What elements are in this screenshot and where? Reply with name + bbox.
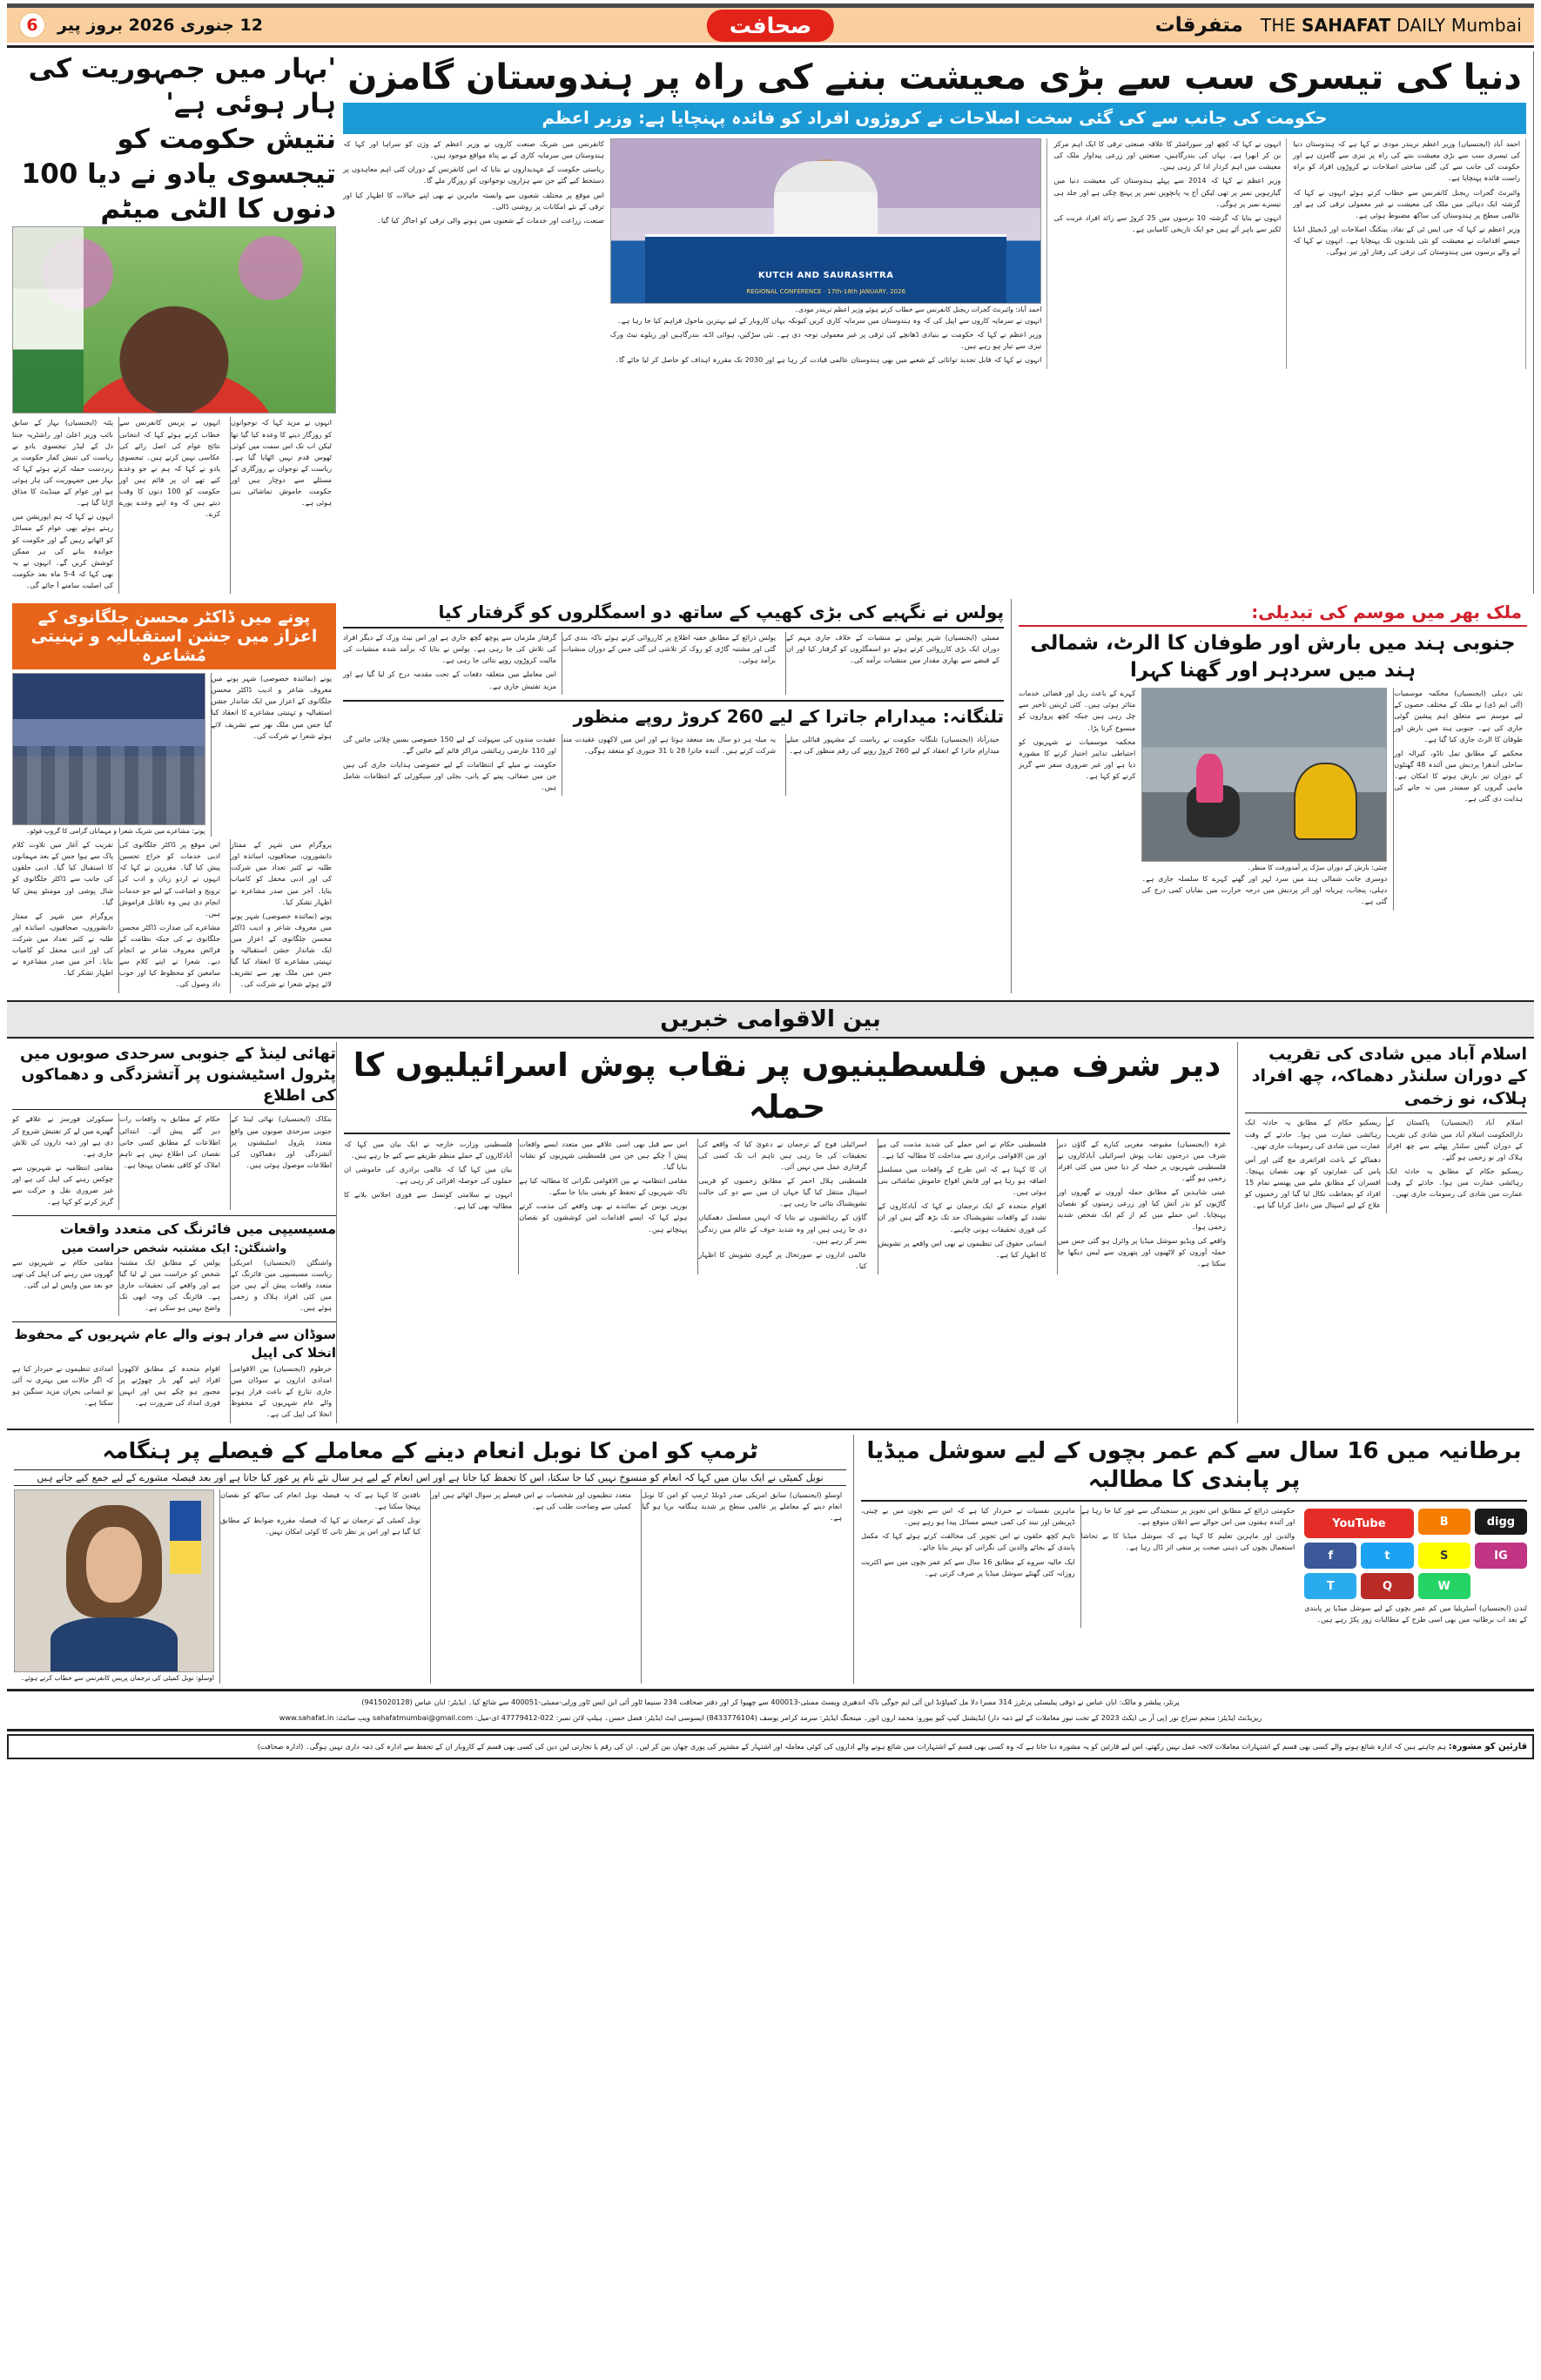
police-col-1 bbox=[343, 632, 556, 695]
paragraph: پولس ذرائع کے مطابق خفیہ اطلاع پر کارروائی کرتے ہوئے ناکہ بندی کی گئی اور مشتبہ گاڑی کو روک کر تلاشی لی گئی جس کے دوران منشیات برآمد ہوئی۔ bbox=[562, 633, 776, 665]
poona-group-photo bbox=[12, 673, 205, 825]
islamabad-col-1 bbox=[1245, 1117, 1381, 1214]
main-col-left bbox=[1293, 138, 1526, 368]
title-the: THE bbox=[1260, 15, 1296, 36]
paragraph: اوسلو (ایجنسیاں) سابق امریکی صدر ڈونلڈ ٹرمپ کو امن کا نوبل انعام دینے کے معاملے پر عالمی سطح پر شدید ہنگامہ برپا ہو گیا ہے۔ bbox=[642, 1490, 843, 1523]
thailand-col-1 bbox=[12, 1113, 113, 1210]
sahafat-logo: صحافت bbox=[707, 10, 834, 42]
paragraph: پونے (نمائندہ خصوصی) شہر پونے میں معروف شاعر و ادیب ڈاکٹر محسن جلگانوی کے اعزاز میں ایک شاندار جشن استقبالیہ و تہنیتی مشاعرے کا انعقاد کیا گیا جس میں ملک بھر سے تشریف لائے ہوئے شعرا نے شرکت کی۔ bbox=[231, 911, 332, 989]
telangana-col-1 bbox=[343, 734, 556, 797]
paragraph: کانفرنس میں شریک صنعت کاروں نے وزیر اعظم کے وژن کو سراہا اور کہا کہ ہندوستان میں سرمایہ کاری کے بے پناہ مواقع موجود ہیں۔ bbox=[343, 139, 604, 160]
paragraph: نوبل کمیٹی کے ترجمان نے کہا کہ فیصلہ مقررہ ضوابط کے مطابق کیا گیا ہے اور اس پر نظر ثانی کا کوئی امکان نہیں۔ bbox=[220, 1516, 421, 1536]
footer-top-rule bbox=[7, 1689, 1534, 1691]
poona-story bbox=[7, 599, 336, 992]
trump-col-3 bbox=[430, 1489, 636, 1684]
main-col-far-right-text bbox=[343, 138, 604, 226]
logo-wrapper bbox=[707, 10, 834, 42]
digg-icon[interactable]: digg bbox=[1475, 1509, 1527, 1535]
paragraph: کہرے کے باعث ریل اور فضائی خدمات متاثر ہوئی ہیں۔ کئی ٹرینیں تاخیر سے چل رہی ہیں جبکہ کچھ پروازوں کو منسوخ کرنا پڑا۔ bbox=[1019, 689, 1136, 732]
weather-story bbox=[1012, 599, 1534, 992]
international-section-band: بین الاقوامی خبریں bbox=[7, 1000, 1534, 1039]
paragraph: لندن (ایجنسیاں) آسٹریلیا میں کم عمر بچوں کے لیے سوشل میڈیا پر پابندی کے بعد اب برطانیہ میں بھی اسی طرح کے مطالبات زور پکڑ رہے ہیں۔ bbox=[1304, 1603, 1527, 1624]
masthead-right bbox=[1155, 14, 1522, 37]
main-lead-story bbox=[336, 51, 1534, 594]
masthead-english-title bbox=[1261, 15, 1522, 36]
paragraph: پروگرام میں شہر کے ممتاز دانشوروں، صحافیوں، اساتذہ اور طلبہ نے کثیر تعداد میں شرکت کی اور ادبی محفل کو کامیاب بنایا۔ آخر میں صدر مشاعرہ نے اظہار تشکر کیا۔ bbox=[12, 911, 113, 978]
paragraph: امدادی تنظیموں نے خبردار کیا ہے کہ اگر حالات میں بہتری نہ آئی تو انسانی بحران مزید سنگین ہو سکتا ہے۔ bbox=[12, 1363, 113, 1408]
paragraph: عالمی اداروں نے صورتحال پر گہری تشویش کا اظہار کیا۔ bbox=[698, 1249, 867, 1270]
paragraph: واقعے کی ویڈیو سوشل میڈیا پر وائرل ہو گئی جس میں حملہ آوروں کو لاٹھیوں اور پتھروں سے لیس دیکھا جا سکتا ہے۔ bbox=[1057, 1235, 1227, 1267]
paragraph: مشاعرے کی صدارت ڈاکٹر محسن جلگانوی نے کی جبکہ نظامت کے فرائض معروف شاعر نے انجام دیے۔ شعرا نے اپنے کلام سے سامعین کو محظوظ کیا اور خوب داد وصول کی۔ bbox=[119, 922, 220, 989]
washington-col-2 bbox=[118, 1257, 225, 1317]
photo-flag-shape bbox=[170, 1501, 201, 1573]
islamabad-col-2 bbox=[1386, 1117, 1527, 1214]
washington-subhead: واشنگٹن: ایک مشتبہ شخص حراست میں bbox=[61, 1241, 287, 1255]
masthead bbox=[7, 8, 1534, 43]
nobel-spokesperson-photo bbox=[14, 1489, 214, 1672]
main-col-mid-text bbox=[1053, 138, 1281, 235]
sudan-col-2 bbox=[118, 1363, 225, 1423]
photo-face-shape bbox=[86, 1527, 142, 1603]
paragraph: انہوں نے مزید کہا کہ نوجوانوں کو روزگار دینے کا وعدہ کیا گیا تھا لیکن اب تک اس سمت میں کوئی ٹھوس قدم نہیں اٹھایا گیا ہے۔ ریاست کے نوجوان بے روزگاری کے مسئلے سے دوچار ہیں اور حکومت خاموش تماشائی بنی ہوئی ہے۔ bbox=[231, 418, 332, 508]
paragraph: وزیر اعظم نے کہا کہ 2014 سے پہلے ہندوستان کی معیشت دنیا میں گیارہویں نمبر پر تھی لیکن آج یہ پانچویں نمبر پر پہنچ چکی ہے اور جلد ہی تیسرے نمبر پر ہوگی۔ bbox=[1053, 176, 1282, 208]
rule bbox=[861, 1500, 1527, 1502]
paragraph: حکام کے مطابق یہ واقعات رات دیر گئے پیش آئے۔ ابتدائی اطلاعات کے مطابق کسی جانی نقصان کی اطلاع نہیں ہے تاہم املاک کو کافی نقصان پہنچا ہے۔ bbox=[119, 1114, 220, 1169]
paragraph: احمد آباد (ایجنسیاں) وزیر اعظم نریندر مودی نے کہا ہے کہ ہندوستان دنیا کی تیسری سب سے بڑی معیشت بننے کی راہ پر تیزی سے گامزن ہے اور حکومت کی جانب سے کی گئی ساختی اصلاحات نے کروڑوں افراد کو براہ راست فائدہ پہنچایا ہے۔ bbox=[1293, 139, 1520, 183]
youtube-icon[interactable]: YouTube bbox=[1304, 1509, 1413, 1538]
quora-icon[interactable]: Q bbox=[1361, 1573, 1413, 1599]
telangana-col-2 bbox=[562, 734, 780, 797]
paragraph: مقامی انتظامیہ نے شہریوں سے چوکس رہنے کی اپیل کی ہے اور غیر ضروری نقل و حرکت سے گریز کرنے کو کہا ہے۔ bbox=[12, 1162, 113, 1207]
paragraph: فلسطینی حکام نے اس حملے کی شدید مذمت کی ہے اور بین الاقوامی برادری سے مداخلت کا مطالبہ کیا ہے۔ bbox=[878, 1139, 1046, 1160]
paragraph: نئی دہلی (ایجنسیاں) محکمہ موسمیات (آئی ایم ڈی) نے ملک کے مختلف حصوں کے لیے موسم سے متعلق اہم پیشین گوئی جاری کی ہے۔ جنوبی ہند میں بارش اور طوفان کا الرٹ جاری کیا گیا ہے۔ bbox=[1394, 689, 1523, 743]
paragraph: والدین اور ماہرین تعلیم کا کہنا ہے کہ سوشل میڈیا کا بے تحاشا استعمال بچوں کی ذہنی صحت پر منفی اثر ڈال رہا ہے۔ bbox=[1080, 1531, 1295, 1552]
paragraph: ممبئی (ایجنسیاں) شہر پولس نے منشیات کے خلاف جاری مہم کے دوران ایک بڑی کارروائی کرتے ہوئے دو اسمگلروں کو گرفتار کیا اور ان کے قبضے سے بھاری مقدار میں منشیات برآمد کی۔ bbox=[786, 633, 999, 665]
main-body-grid bbox=[343, 138, 1526, 368]
paragraph: اس معاملے میں متعلقہ دفعات کے تحت مقدمہ درج کر لیا گیا ہے اور مزید تفتیش جاری ہے۔ bbox=[343, 669, 556, 690]
paragraph: دوسری جانب شمالی ہند میں سرد لہر اور گھنے کہرے کا سلسلہ جاری ہے۔ دہلی، پنجاب، ہریانہ اور اتر پردیش میں درجہ حرارت میں نمایاں کمی درج کی گئی ہے۔ bbox=[1141, 874, 1388, 906]
paragraph: پٹنہ (ایجنسیاں) بہار کے سابق نائب وزیر اعلیٰ اور راشٹریہ جنتا دل کے لیڈر تیجسوی یادو نے ریاست کی نتیش کمار حکومت پر زبردست حملہ کرتے ہوئے کہا کہ بہار میں جمہوریت کی ہار ہوئی ہے اور عوام کے مینڈیٹ کا مذاق اڑایا گیا ہے۔ bbox=[12, 418, 113, 508]
police-cols bbox=[343, 632, 1004, 695]
trump-photo-wrap bbox=[14, 1489, 214, 1684]
trump-subhead: نوبل کمیٹی نے ایک بیان میں کہا کہ انعام کو منسوخ نہیں کیا جا سکتا، اس کا تحفظ کیا جاتا ہے اور اس انعام کے لیے ہر سال نئے نام پر غور کیا جاتا ہے اور بعد فیصلہ مشورے کے لیے جمع کیے جاتے ہیں bbox=[14, 1469, 846, 1486]
whatsapp-icon[interactable]: W bbox=[1418, 1573, 1470, 1599]
twitter-icon[interactable]: t bbox=[1361, 1543, 1413, 1569]
left-headline-line2: نتیش حکومت کو تیجسوی یادو نے دیا 100 دنوں کا الٹی میٹم bbox=[21, 123, 336, 225]
poona-col-a bbox=[211, 673, 336, 837]
poona-banner: پونے میں ڈاکٹر محسن جلگانوی کے اعزاز میں جشن استقبالیہ و تہنیتی مُشاعرہ bbox=[12, 603, 336, 669]
paragraph: گرفتار ملزمان سے پوچھ گچھ جاری ہے اور اس نیٹ ورک کے دیگر افراد کی تلاش کی جا رہی ہے۔ پولس نے بتایا کہ برآمد شدہ منشیات کی مالیت کروڑوں روپے بتائی جا رہی ہے۔ bbox=[343, 633, 556, 665]
main-headline: دنیا کی تیسری سب سے بڑی معیشت بننے کی راہ پر ہندوستان گامزن bbox=[347, 57, 1522, 97]
intl-col-3 bbox=[697, 1139, 871, 1274]
paragraph: محکمے کے مطابق تمل ناڈو، کیرالہ اور ساحلی آندھرا پردیش میں آئندہ 48 گھنٹوں کے دوران تیز بارش ہونے کا امکان ہے۔ ماہی گیروں کو سمندر میں نہ جانے کی ہدایت دی گئی ہے۔ bbox=[1394, 748, 1523, 803]
trump-headline: ٹرمپ کو امن کا نوبل انعام دینے کے معاملے کے فیصلے پر ہنگامہ bbox=[102, 1437, 758, 1463]
left-headline-line1: 'بہار میں جمہوریت کی ہار ہوئی ہے' bbox=[28, 53, 336, 120]
thailand-col-3 bbox=[230, 1113, 336, 1210]
paragraph: انہوں نے کہا کہ ہم اپوزیشن میں رہتے ہوئے بھی عوام کے مسائل کو اٹھاتے رہیں گے اور حکومت کو جوابدہ بنانے کی ہر ممکن کوشش کریں گے۔ انہوں نے یہ بھی کہا کہ 4-5 ماہ بعد حکومت کی اصلیت سامنے آ جائے گی۔ bbox=[12, 512, 114, 590]
police-telangana-block bbox=[336, 599, 1012, 992]
police-col-3 bbox=[785, 632, 1004, 695]
title-brand: SAHAFAT bbox=[1301, 15, 1391, 36]
paragraph: انہوں نے سلامتی کونسل سے فوری اجلاس بلانے کا مطالبہ بھی کیا ہے۔ bbox=[344, 1190, 513, 1211]
telangana-cols bbox=[343, 734, 1004, 797]
paragraph: بنکاک (ایجنسیاں) تھائی لینڈ کے جنوبی سرحدی صوبوں میں واقع متعدد پٹرول اسٹیشنوں پر آتشزدگی اور دھماکوں کی اطلاعات موصول ہوئی ہیں۔ bbox=[231, 1114, 332, 1169]
main-col-mid bbox=[1053, 138, 1287, 368]
paragraph: یہ میلہ ہر دو سال بعد منعقد ہوتا ہے اور اس میں لاکھوں عقیدت مند شرکت کرتے ہیں۔ آئندہ جاترا 28 تا 31 جنوری کو منعقد ہوگی۔ bbox=[562, 734, 776, 755]
paragraph: خرطوم (ایجنسیاں) بین الاقوامی امدادی اداروں نے سوڈان میں جاری تنازع کے باعث فرار ہونے والے عام شہریوں کے محفوظ انخلا کی اپیل کی ہے۔ bbox=[231, 1363, 332, 1419]
tejashwi-photo bbox=[12, 226, 336, 413]
paragraph: بیان میں کہا گیا کہ عالمی برادری کی خاموشی ان حملوں کی حوصلہ افزائی کر رہی ہے۔ bbox=[344, 1164, 513, 1186]
paragraph: حکومت نے میلے کے انتظامات کے لیے خصوصی ہدایات جاری کی ہیں جن میں صفائی، پینے کے پانی، بجلی اور سیکورٹی کے انتظامات شامل ہیں۔ bbox=[343, 759, 556, 792]
left-col-3 bbox=[230, 417, 336, 594]
paragraph: فلسطینی وزارت خارجہ نے ایک بیان میں کہا کہ آبادکاروں کے حملے منظم طریقے سے کیے جا رہے ہیں۔ bbox=[344, 1139, 513, 1160]
paragraph: انہوں نے کہا کہ کچھ اور سوراشٹر کا علاقہ صنعتی ترقی کا ایک اہم مرکز بن کر ابھرا ہے۔ یہاں کی بندرگاہیں، صنعتیں اور زرعی پیداوار ملک کی معیشت میں اہم کردار ادا کر رہی ہیں۔ bbox=[1053, 139, 1282, 171]
paragraph: واشنگٹن (ایجنسیاں) امریکی ریاست مسیسیپی میں فائرنگ کے متعدد واقعات پیش آئے ہیں جن میں کئی افراد ہلاک و زخمی ہوئے ہیں۔ bbox=[231, 1257, 332, 1313]
paragraph: غزہ (ایجنسیاں) مقبوضہ مغربی کنارے کے گاؤں دیر شرف میں درجنوں نقاب پوش اسرائیلی آبادکاروں نے فلسطینی شہریوں پر حملہ کر دیا جس میں کئی افراد زخمی ہو گئے۔ bbox=[1057, 1139, 1227, 1183]
modi-photo-caption: احمد آباد: وائبرنٹ گجرات ریجنل کانفرنس سے خطاب کرتے ہوئے وزیر اعظم نریندر مودی۔ bbox=[794, 306, 1042, 314]
footer-mid-rule bbox=[7, 1729, 1534, 1731]
paragraph: متعدد تنظیموں اور شخصیات نے اس فیصلے پر سوال اٹھائے ہیں اور کمیٹی سے وضاحت طلب کی ہے۔ bbox=[431, 1490, 632, 1511]
paragraph: تقریب کے آغاز میں تلاوت کلام پاک سے ہوا جس کے بعد مہمانوں کا استقبال کیا گیا۔ ادبی حلقوں کی جانب سے ڈاکٹر جلگانوی کو شال پوشی اور مومنٹو پیش کیا گیا۔ bbox=[12, 840, 113, 906]
international-zone bbox=[7, 1042, 1534, 1423]
modi-photo bbox=[610, 138, 1042, 304]
left-body-columns bbox=[12, 417, 336, 594]
photo-rider-shape bbox=[1196, 754, 1223, 802]
paragraph: اس سے قبل بھی اسی علاقے میں متعدد ایسے واقعات پیش آ چکے ہیں جن میں فلسطینی شہریوں کو نشانہ بنایا گیا۔ bbox=[519, 1139, 688, 1171]
paragraph: اقوام متحدہ کے مطابق لاکھوں افراد اپنے گھر بار چھوڑنے پر مجبور ہو چکے ہیں اور انہیں فوری امداد کی ضرورت ہے۔ bbox=[119, 1363, 220, 1408]
britain-col-2 bbox=[1080, 1505, 1300, 1628]
main-col-left-text bbox=[1293, 138, 1520, 258]
britain-headline: برطانیہ میں 16 سال سے کم عمر بچوں کے لیے سوشل میڈیا پر پابندی کا مطالبہ bbox=[866, 1437, 1522, 1494]
paragraph: ریسکیو حکام کے مطابق یہ حادثہ ایک رہائشی عمارت میں ہوا۔ حادثے کے وقت عمارت میں شادی کی رسومات جاری تھیں۔ bbox=[1245, 1118, 1381, 1150]
paragraph: سیکورٹی فورسز نے علاقے کو گھیرے میں لے کر تفتیش شروع کر دی ہے اور ذمہ داروں کی تلاش جاری ہے۔ bbox=[12, 1114, 113, 1158]
weather-caption: چنئی: بارش کے دوران سڑک پر آمدورفت کا منظر۔ bbox=[1247, 864, 1388, 872]
trump-caption: اوسلو: نوبل کمیٹی کی ترجمان پریس کانفرنس سے خطاب کرتے ہوئے۔ bbox=[20, 1674, 215, 1682]
paragraph: انہوں نے کہا کہ قابل تجدید توانائی کے شعبے میں بھی ہندوستان عالمی قیادت کر رہا ہے اور 2030 تک مقررہ اہداف کو حاصل کر لیا جائے گا۔ bbox=[615, 355, 1042, 365]
instagram-icon[interactable]: IG bbox=[1475, 1543, 1527, 1569]
paragraph: پونے (نمائندہ خصوصی) شہر پونے میں معروف شاعر و ادیب ڈاکٹر محسن جلگانوی کے اعزاز میں ایک شاندار جشن استقبالیہ و تہنیتی مشاعرے کا انعقاد کیا گیا جس میں ملک بھر سے تشریف لائے ہوئے شعرا نے شرکت کی۔ bbox=[211, 674, 332, 740]
telegram-icon[interactable]: T bbox=[1304, 1573, 1356, 1599]
bottom-zone bbox=[7, 1429, 1534, 1684]
footer-imprint-line1: پرنٹر، پبلشر و مالک: ابان عباس نے ذوقی پبلیسٹی پرنٹرز 314 ممبرا دلا مل کمپاؤنڈ این آئی ایم جوگی ناکہ اندھیری ویسٹ ممبئی-400013 سے چھپوا کر اور دفتر صحافت 234 سنیما ٹاور آئی این ایس ٹاور ورلی-ممبئی-400051 سے شائع کیا۔ ایڈیٹر: ابان عباس (9415020128) bbox=[361, 1698, 1180, 1706]
paragraph: ان کا کہنا ہے کہ اس طرح کے واقعات میں مسلسل اضافہ ہو رہا ہے اور قابض افواج خاموش تماشائی بنی ہوئی ہیں۔ bbox=[878, 1164, 1046, 1197]
paragraph: ماہرین نفسیات نے خبردار کیا ہے کہ اس سے بچوں میں بے چینی، ڈپریشن اور نیند کی کمی جیسے مسائل پیدا ہو رہے ہیں۔ bbox=[861, 1506, 1075, 1527]
paragraph: یورپی یونین کے نمائندے نے بھی واقعے کی مذمت کرتے ہوئے کہا کہ ایسے اقدامات امن کوششوں کو نقصان پہنچاتے ہیں۔ bbox=[519, 1201, 688, 1234]
title-daily: DAILY Mumbai bbox=[1396, 15, 1522, 36]
islamabad-cols bbox=[1245, 1117, 1527, 1214]
mid-zone bbox=[7, 599, 1534, 992]
paragraph: انہوں نے سرمایہ کاروں سے اپیل کی کہ وہ ہندوستان میں سرمایہ کاری کریں کیونکہ یہاں کاروبار کے لیے بہترین ماحول فراہم کیا جا رہا ہے۔ bbox=[617, 316, 1042, 326]
weather-col-1 bbox=[1019, 688, 1135, 910]
reader-advice-text bbox=[14, 1739, 1527, 1754]
paragraph: اس موقع پر ڈاکٹر جلگانوی کی ادبی خدمات کو خراج تحسین پیش کیا گیا۔ مقررین نے کہا کہ انہوں نے اردو زبان و ادب کی ترویج و اشاعت کے لیے جو خدمات انجام دی ہیں وہ ناقابل فراموش ہیں۔ bbox=[119, 840, 220, 918]
paragraph: محکمہ موسمیات نے شہریوں کو احتیاطی تدابیر اختیار کرنے کا مشورہ دیا ہے اور غیر ضروری سفر سے گریز کرنے کو کہا ہے۔ bbox=[1019, 736, 1136, 780]
paragraph: وزیر اعظم نے کہا کہ حکومت نے بنیادی ڈھانچے کی ترقی پر غیر معمولی توجہ دی ہے۔ نئی سڑکیں، ہوائی اڈے، بندرگاہیں اور ریلوے نیٹ ورک تیزی سے تیار ہو رہے ہیں۔ bbox=[609, 330, 1042, 351]
paragraph: پولس کے مطابق ایک مشتبہ شخص کو حراست میں لے لیا گیا ہے اور واقعے کی تحقیقات جاری ہے۔ فائرنگ کی وجہ ابھی تک واضح نہیں ہو سکی ہے۔ bbox=[119, 1257, 220, 1313]
paragraph: وائبرنٹ گجرات ریجنل کانفرنس سے خطاب کرتے ہوئے انہوں نے کہا کہ گزشتہ ایک دہائی میں ملک کی معیشت نے غیر معمولی ترقی کی ہے اور عالمی سطح پر ہندوستان کی ساکھ مضبوط ہوئی ہے۔ bbox=[1293, 187, 1520, 219]
sudan-cols bbox=[12, 1363, 336, 1423]
washington-col-1 bbox=[12, 1257, 113, 1317]
britain-story bbox=[854, 1435, 1534, 1684]
deir-sharaf-cols bbox=[344, 1139, 1230, 1274]
masthead-bottom-rule bbox=[7, 45, 1534, 48]
poona-col-c bbox=[118, 839, 225, 992]
paragraph: اسلام آباد (ایجنسیاں) پاکستان کے دارالحکومت اسلام آباد میں شادی کی تقریب کے دوران گیس سلنڈر پھٹنے سے چھ افراد ہلاک اور نو زخمی ہو گئے۔ bbox=[1387, 1118, 1523, 1161]
main-photo-col-text bbox=[610, 315, 1042, 366]
poona-col-d bbox=[230, 839, 336, 992]
thailand-cols bbox=[12, 1113, 336, 1210]
paragraph: اسرائیلی فوج کے ترجمان نے دعویٰ کیا کہ واقعے کی تحقیقات کی جا رہی ہیں تاہم اب تک کسی کی گرفتاری عمل میں نہیں آئی۔ bbox=[698, 1139, 867, 1171]
islamabad-story bbox=[1238, 1042, 1534, 1423]
reader-advice-title: قارئین کو مشورہ: bbox=[1448, 1741, 1527, 1751]
poona-bottom bbox=[12, 839, 336, 992]
paragraph: عینی شاہدین کے مطابق حملہ آوروں نے گھروں اور گاڑیوں کو نذر آتش کیا اور زرعی زمینوں کو نقصان پہنچایا۔ اس حملے میں کم از کم ایک شخص شدید زخمی ہوا۔ bbox=[1057, 1187, 1227, 1231]
paragraph: دھماکے کے باعث افراتفری مچ گئی اور آس پاس کی عمارتوں کو بھی نقصان پہنچا۔ افسران کے مطابق ملبے میں پھنسے تمام 15 افراد کو بحفاظت نکال لیا گیا اور زخمیوں کو علاج کے لیے اسپتال میں داخل کرایا گیا ہے۔ bbox=[1245, 1154, 1381, 1210]
telangana-headline: تلنگانہ: میدارام جاترا کے لیے 260 کروڑ روپے منظور bbox=[343, 700, 1004, 730]
trump-story bbox=[7, 1435, 854, 1684]
britain-col-1 bbox=[861, 1505, 1075, 1628]
thailand-headline: تھائی لینڈ کے جنوبی سرحدی صوبوں میں پٹرول اسٹیشنوں پر آتشزدگی و دھماکوں کی اطلاع bbox=[12, 1042, 336, 1111]
paragraph: ناقدین کا کہنا ہے کہ یہ فیصلہ نوبل انعام کی ساکھ کو نقصان پہنچا سکتا ہے۔ bbox=[220, 1490, 421, 1511]
paragraph: مقامی حکام نے شہریوں سے گھروں میں رہنے کی اپیل کی تھی جو بعد میں واپس لے لی گئی۔ bbox=[12, 1257, 113, 1290]
poona-photo-wrap bbox=[12, 673, 205, 837]
newspaper-page bbox=[0, 3, 1541, 2380]
footer-imprint-line2: ریزیڈنٹ ایڈیٹر: منجم سراج نور (پی آر بی ایکٹ 2023 کے تحت نیوز معاملات کے لیے ذمہ دار) ایڈیشنل کیپ کیو بیورو: محمد ارون انور۔ مینجنگ ایڈیٹر: سرمد کرامر یوسف (8433776104) ایسوسی ایٹ ایڈیٹر: فضل حسن۔ ہیلپ لائن نمبر: 022-47779412 ای-میل: sahafatmumbai@gmail.com ویب سائٹ: www.sahafat.in bbox=[279, 1713, 1262, 1723]
weather-banner: ملک بھر میں موسم کی تبدیلی: bbox=[1019, 599, 1527, 627]
paragraph: انہوں نے پریس کانفرنس سے خطاب کرتے ہوئے کہا کہ انتخابی نتائج عوام کی اصل رائے کی عکاسی نہیں کرتے ہیں۔ تیجسوی یادو نے کہا کہ ہم نے جو وعدے کیے تھے ان پر قائم ہیں اور حکومت کو 100 دنوں کا وقت دیتے ہیں کہ وہ اپنے وعدے پورے کرے۔ bbox=[119, 418, 220, 519]
masthead-left bbox=[19, 12, 263, 38]
police-headline: پولس نے نگہبے کی بڑی کھیپ کے ساتھ دو اسمگلروں کو گرفتار کیا bbox=[343, 599, 1004, 629]
top-zone bbox=[7, 51, 1534, 594]
social-media-icons bbox=[1304, 1505, 1527, 1603]
sudan-col-1 bbox=[12, 1363, 113, 1423]
paragraph: وزیر اعظم نے کہا کہ جی ایس ٹی کے نفاذ، بینکنگ اصلاحات اور ڈیجیٹل انڈیا جیسے اقدامات نے معیشت کو نئی بلندیوں تک پہنچایا ہے۔ انہوں نے کہا کہ آنے والے برسوں میں ہندوستان کی ترقی کی رفتار اور تیز ہوگی۔ bbox=[1293, 224, 1520, 257]
paragraph: اس موقع پر مختلف شعبوں سے وابستہ ماہرین نے بھی اپنے خیالات کا اظہار کیا اور ترقی کے نئے امکانات پر روشنی ڈالی۔ bbox=[343, 190, 604, 211]
paragraph: حکومتی ذرائع کے مطابق اس تجویز پر سنجیدگی سے غور کیا جا رہا ہے اور آئندہ ہفتوں میں اس حوالے سے اعلان متوقع ہے۔ bbox=[1080, 1506, 1295, 1527]
trump-cols bbox=[14, 1489, 846, 1684]
paragraph: پروگرام میں شہر کے ممتاز دانشوروں، صحافیوں، اساتذہ اور طلبہ نے کثیر تعداد میں شرکت کی اور ادبی محفل کو کامیاب بنایا۔ آخر میں صدر مشاعرہ نے اظہار تشکر کیا۔ bbox=[231, 840, 332, 906]
sudan-col-3 bbox=[230, 1363, 336, 1423]
poona-top bbox=[12, 673, 336, 837]
paragraph: صنعت، زراعت اور خدمات کے شعبوں میں ہونے والی ترقی کو اجاگر کیا گیا۔ bbox=[377, 215, 604, 225]
section-name-urdu: متفرقات bbox=[1154, 14, 1243, 37]
blogger-icon[interactable]: B bbox=[1418, 1509, 1470, 1535]
weather-cols bbox=[1019, 688, 1527, 910]
snapchat-icon[interactable]: S bbox=[1418, 1543, 1470, 1569]
left-col-1 bbox=[12, 417, 113, 594]
poona-col-b bbox=[12, 839, 113, 992]
washington-headline: مسیسیپی میں فائرنگ کی متعدد واقعات bbox=[12, 1215, 336, 1240]
main-col-far-right bbox=[343, 138, 604, 368]
paragraph: گاؤں کے رہائشیوں نے بتایا کہ انہیں مسلسل دھمکیاں دی جا رہی ہیں اور وہ شدید خوف کے عالم میں زندگی بسر کر رہے ہیں۔ bbox=[698, 1213, 867, 1245]
left-intl-block bbox=[7, 1042, 336, 1423]
paragraph: ریسکیو حکام کے مطابق یہ حادثہ ایک رہائشی عمارت میں ہوا۔ حادثے کے وقت عمارت میں شادی کی رسومات جاری تھیں۔ bbox=[1387, 1166, 1523, 1199]
left-lead-story bbox=[7, 51, 336, 594]
paragraph: مقامی انتظامیہ نے بین الاقوامی نگرانی کا مطالبہ کیا ہے تاکہ شہریوں کے تحفظ کو یقینی بنایا جا سکے۔ bbox=[519, 1176, 688, 1197]
paragraph: فلسطینی ہلال احمر کے مطابق زخمیوں کو قریبی اسپتال منتقل کیا گیا جہاں ان میں سے دو کی حالت تشویشناک بتائی جا رہی ہے۔ bbox=[698, 1176, 867, 1208]
deir-sharaf-story bbox=[336, 1042, 1238, 1423]
main-subheadline-bar: حکومت کی جانب سے کی گئی سخت اصلاحات نے کروڑوں افراد کو فائدہ پہنچایا ہے: وزیر اعظم bbox=[343, 103, 1526, 134]
facebook-icon[interactable]: f bbox=[1304, 1543, 1356, 1569]
weather-col-under-photo bbox=[1141, 873, 1387, 907]
publication-date: 12 جنوری 2026 بروز پیر bbox=[57, 16, 263, 35]
intl-col-2 bbox=[878, 1139, 1051, 1274]
page-number-badge: 6 bbox=[19, 12, 45, 38]
paragraph: اقوام متحدہ کے ایک ترجمان نے کہا کہ آبادکاروں کے تشدد کے واقعات تشویشناک حد تک بڑھ گئے ہیں اور ان کی فوری تحقیقات ہونی چاہیے۔ bbox=[878, 1201, 1046, 1234]
intl-col-5 bbox=[344, 1139, 512, 1274]
police-col-2 bbox=[562, 632, 780, 695]
trump-col-2 bbox=[219, 1489, 425, 1684]
britain-col-3-text bbox=[1304, 1603, 1527, 1625]
washington-cols bbox=[12, 1257, 336, 1317]
photo-label-1: KUTCH AND SAURASHTRA bbox=[757, 270, 894, 280]
paragraph: ایک حالیہ سروے کے مطابق 16 سال سے کم عمر بچوں میں سے اکثریت روزانہ کئی گھنٹے سوشل میڈیا پر صرف کرتی ہے۔ bbox=[861, 1556, 1075, 1577]
photo-label-2: REGIONAL CONFERENCE · 17th-18th JANUARY, 2026 bbox=[746, 287, 906, 295]
thailand-col-2 bbox=[118, 1113, 225, 1210]
weather-headline: جنوبی ہند میں بارش اور طوفان کا الرٹ، شمالی ہند میں سردہر اور گھنا کہرا bbox=[1030, 632, 1516, 682]
islamabad-headline: اسلام آباد میں شادی کی تقریب کے دوران سلنڈر دھماکہ، چھ افراد ہلاک، نو زخمی bbox=[1245, 1042, 1527, 1114]
trump-col-4 bbox=[641, 1489, 846, 1684]
footer bbox=[7, 1689, 1534, 1759]
poona-caption: پونے: مشاعرے میں شریک شعرا و مہمانان گرامی کا گروپ فوٹو۔ bbox=[26, 827, 205, 836]
deir-sharaf-headline: دیر شرف میں فلسطینیوں پر نقاب پوش اسرائیلیوں کا حملہ bbox=[353, 1045, 1221, 1126]
reader-advice-body: ہم چاہتے ہیں کہ ادارہ شائع ہونے والے کسی بھی قسم کے اشتہارات معاملات لائحہ عمل نہیں رکھتے، اس لیے قارئین کو یہ مشورہ دیا جاتا ہے کہ وہ کسی بھی قسم کے اشتہارات میں شائع ہونے والے اداروں کی کوئی معاملہ اور اشتہار کے مشتہر کی پوری چھان بین کر لیں۔ ان کی رقم یا تجارتی لین دین کی کسی بھی قسم کے کاروبار ان کے تحفظ سے ادارہ کی ذمہ داری نہیں ہوگی۔ (ادارہ صحافت) bbox=[257, 1741, 1447, 1751]
main-photo-col bbox=[610, 138, 1048, 368]
telangana-col-3 bbox=[785, 734, 1004, 797]
photo-torso-shape bbox=[50, 1617, 178, 1671]
paragraph: عقیدت مندوں کی سہولت کے لیے 150 خصوصی بسیں چلائی جائیں گی اور 110 عارضی رہائشی مراکز قائم کیے جائیں گے۔ bbox=[343, 734, 556, 755]
britain-col-3 bbox=[1304, 1505, 1527, 1628]
paragraph: تاہم کچھ حلقوں نے اس تجویز کی مخالفت کرتے ہوئے کہا کہ مکمل پابندی کے بجائے والدین کی نگرانی کو بہتر بنایا جائے۔ bbox=[861, 1531, 1075, 1552]
paragraph: انسانی حقوق کی تنظیموں نے بھی اس واقعے پر تشویش کا اظہار کیا ہے۔ bbox=[878, 1238, 1046, 1259]
intl-col-1 bbox=[1057, 1139, 1230, 1274]
sudan-headline: سوڈان سے فرار ہونے والے عام شہریوں کے محفوظ انخلا کی اپیل bbox=[12, 1321, 336, 1363]
paragraph: انہوں نے بتایا کہ گزشتہ 10 برسوں میں 25 کروڑ سے زائد افراد غربت کی لکیر سے باہر آئے ہیں جو ایک تاریخی کامیابی ہے۔ bbox=[1053, 212, 1282, 233]
paragraph: ریاستی حکومت کے عہدیداروں نے بتایا کہ اس کانفرنس کے دوران کئی اہم معاہدوں پر دستخط کیے گئے جن سے ہزاروں نوجوانوں کو روزگار ملے گا۔ bbox=[343, 165, 604, 185]
rule bbox=[344, 1133, 1230, 1134]
rain-photo bbox=[1141, 688, 1387, 862]
paragraph: حیدرآباد (ایجنسیاں) تلنگانہ حکومت نے ریاست کے مشہور قبائلی میلے میدارام جاترا کے انعقاد کے لیے 260 کروڑ روپے کی رقم منظور کی ہے۔ bbox=[786, 734, 999, 755]
weather-col-3 bbox=[1393, 688, 1527, 910]
weather-photo-wrap bbox=[1141, 688, 1387, 910]
intl-col-4 bbox=[518, 1139, 691, 1274]
left-col-2 bbox=[118, 417, 225, 594]
photo-autorickshaw-shape bbox=[1294, 763, 1357, 840]
britain-cols bbox=[861, 1505, 1527, 1628]
washington-col-3 bbox=[230, 1257, 336, 1317]
reader-advice-box bbox=[7, 1734, 1534, 1759]
